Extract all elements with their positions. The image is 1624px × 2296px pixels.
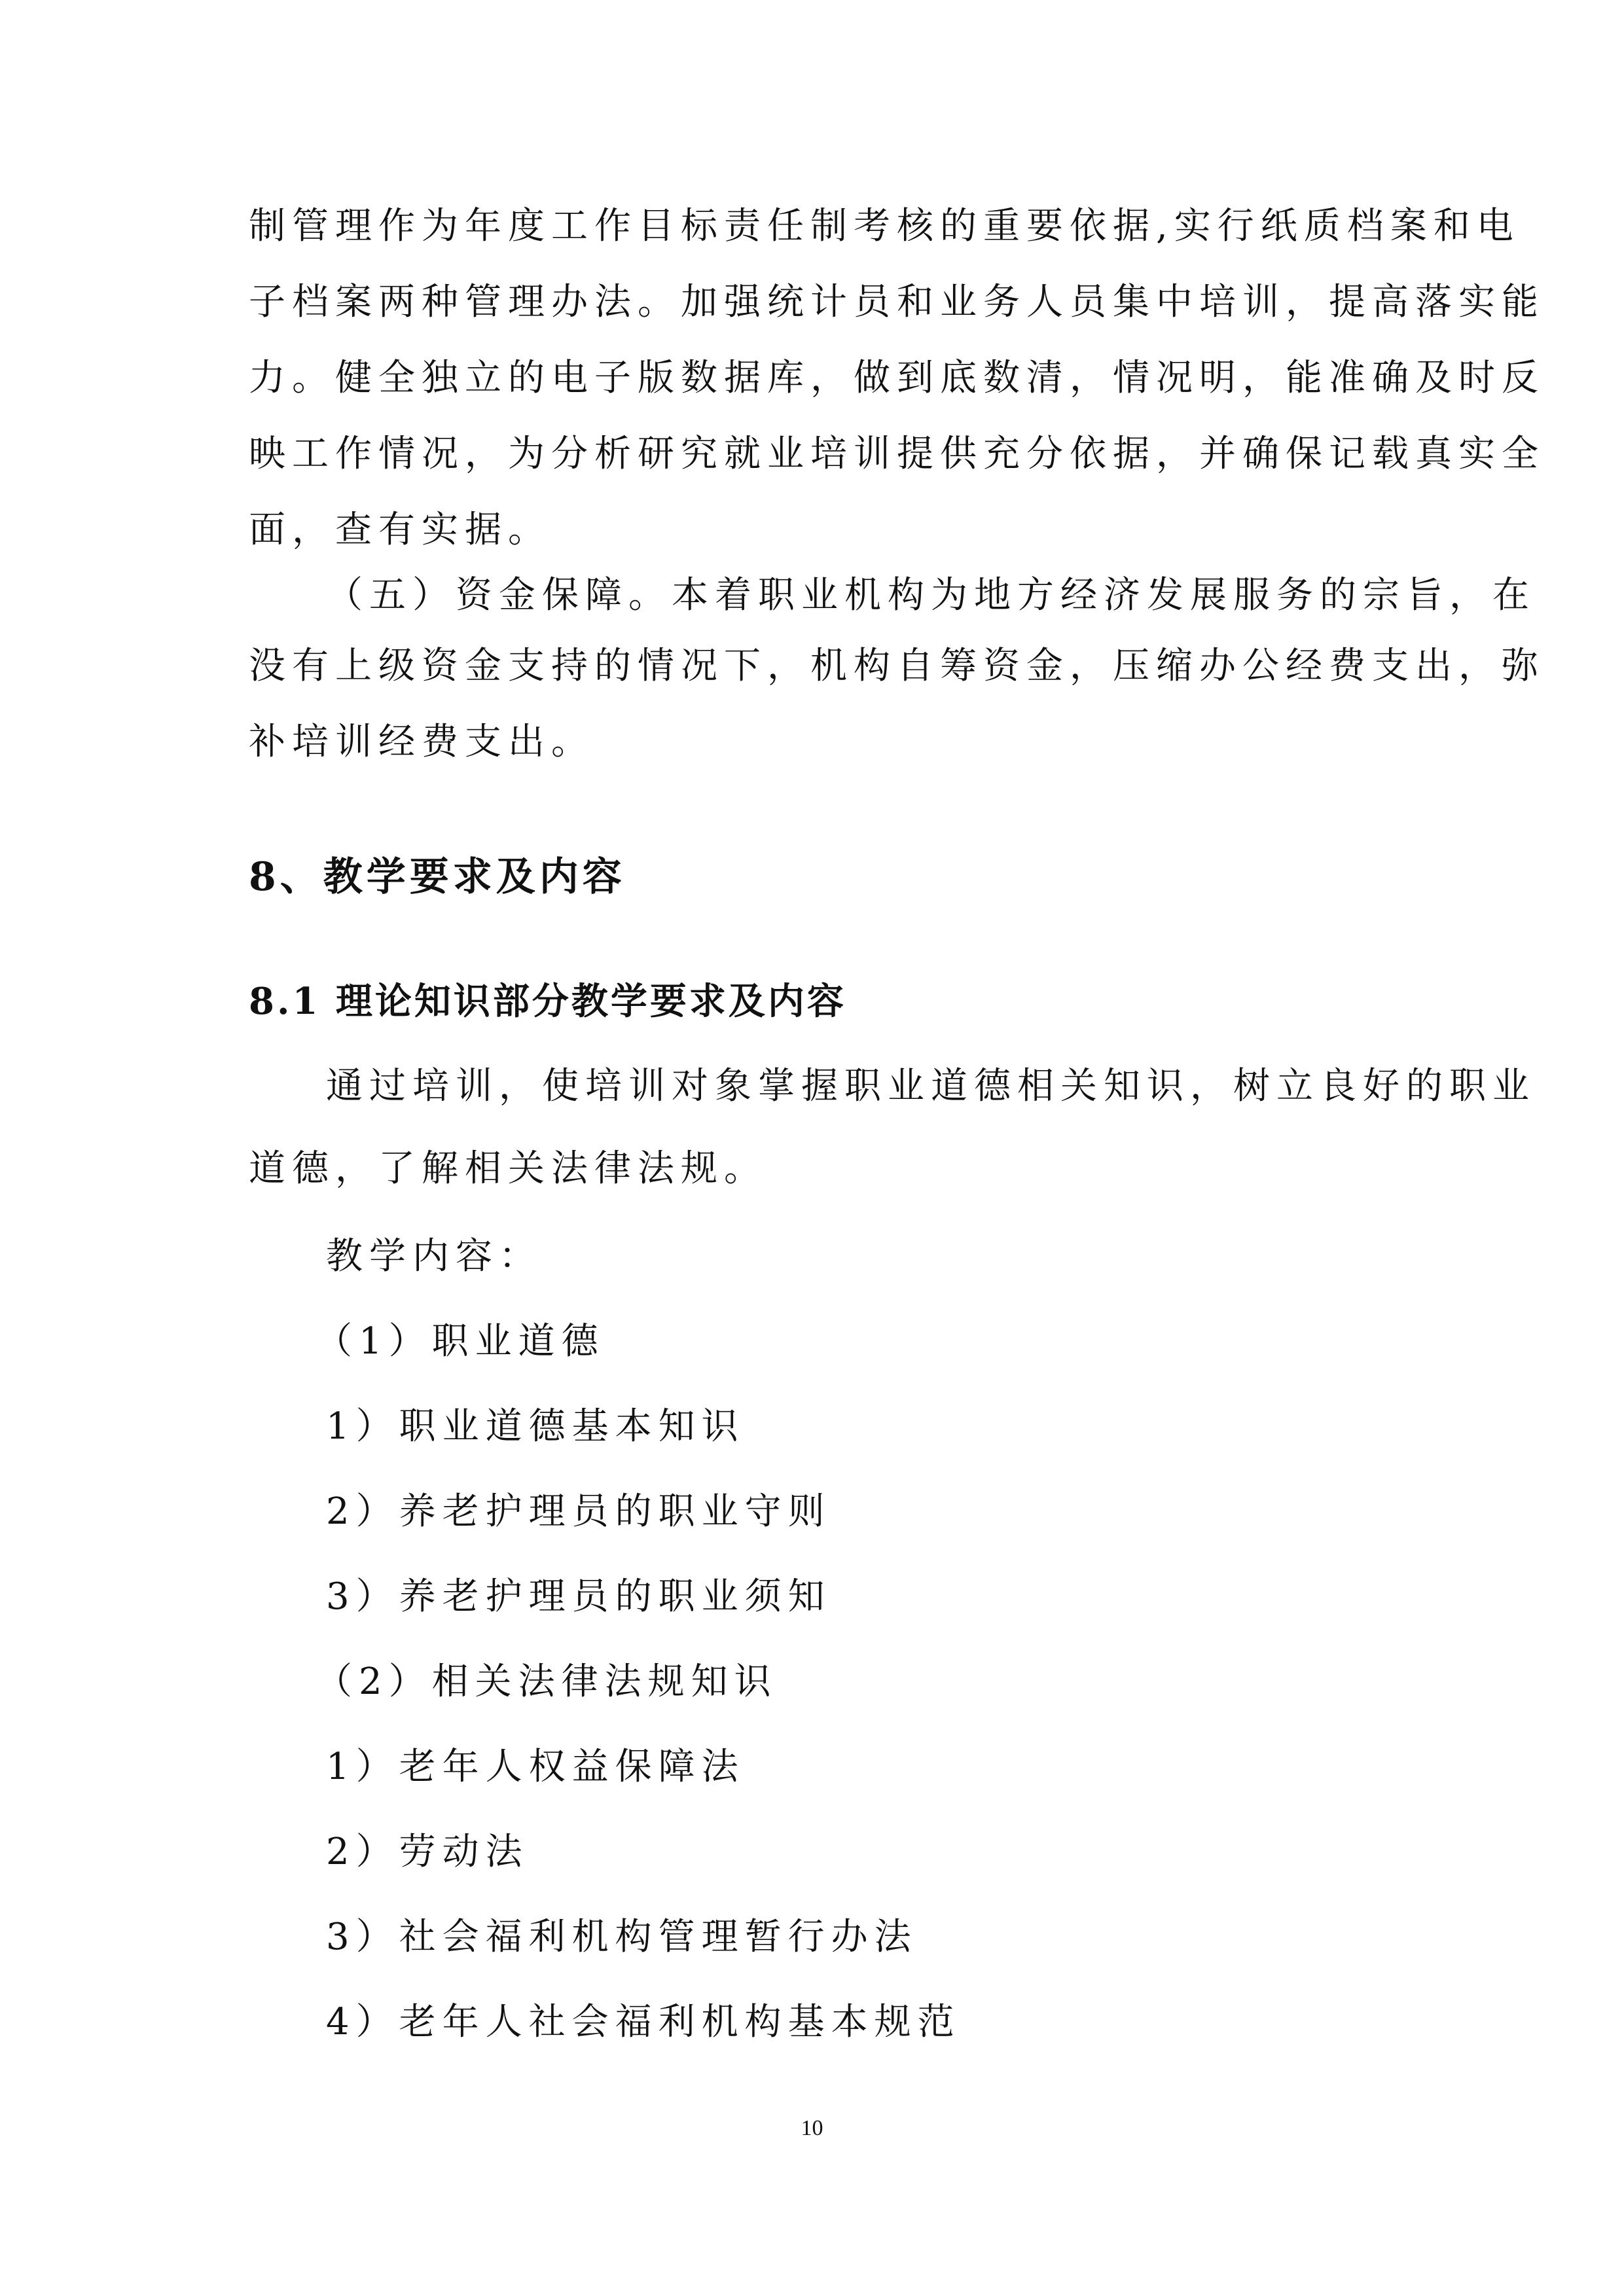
paragraph-line: 没有上级资金支持的情况下，机构自筹资金，压缩办公经费支出，弥 [249,645,1545,687]
paragraph-line: （五）资金保障。本着职业机构为地方经济发展服务的宗旨，在 [326,574,1536,617]
list-item: （1）职业道德 [316,1320,605,1363]
section-heading: 8、教学要求及内容 [249,854,626,900]
paragraph-line: 补培训经费支出。 [249,721,594,763]
list-item: （2）相关法律法规知识 [316,1660,778,1703]
paragraph-line: 面，查有实据。 [249,509,551,551]
paragraph-line: 通过培训，使培训对象掌握职业道德相关知识，树立良好的职业 [326,1065,1536,1107]
paragraph-line: 制管理作为年度工作目标责任制考核的重要依据,实行纸质档案和电 [249,205,1520,247]
paragraph-line: 子档案两种管理办法。加强统计员和业务人员集中培训，提高落实能 [249,281,1545,323]
list-item: 4）老年人社会福利机构基本规范 [326,2001,961,2043]
list-item: 2）劳动法 [326,1831,529,1873]
content-label: 教学内容： [326,1235,542,1278]
list-item: 3）养老护理员的职业须知 [326,1575,831,1618]
list-item: 1）职业道德基本知识 [326,1405,745,1448]
page-number: 10 [801,2116,823,2140]
paragraph-line: 道德，了解相关法律法规。 [249,1147,767,1190]
paragraph-line: 映工作情况，为分析研究就业培训提供充分依据，并确保记载真实全 [249,433,1545,475]
list-item: 3）社会福利机构管理暂行办法 [326,1916,918,1958]
list-item: 1）老年人权益保障法 [326,1746,745,1788]
paragraph-line: 力。健全独立的电子版数据库，做到底数清，情况明，能准确及时反 [249,357,1545,399]
list-item: 2）养老护理员的职业守则 [326,1490,831,1533]
subsection-heading: 8.1 理论知识部分教学要求及内容 [249,980,846,1023]
